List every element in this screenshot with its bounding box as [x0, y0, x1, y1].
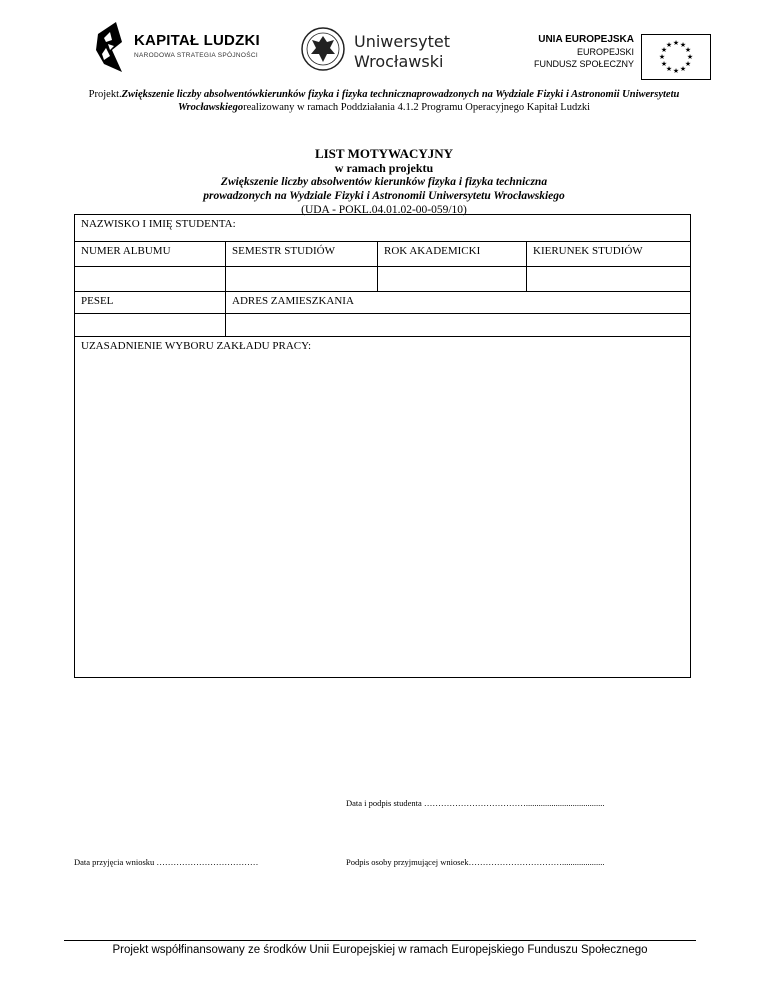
eu-label-line1: UNIA EUROPEJSKA: [538, 34, 634, 45]
divider: [225, 292, 226, 337]
university-seal-icon: [300, 26, 346, 72]
kapital-ludzki-subtitle: NARODOWA STRATEGIA SPÓJNOŚCI: [134, 52, 258, 59]
eu-flag-icon: [641, 34, 711, 80]
project-uda-number: (UDA - POKL.04.01.02-00-059/10): [301, 204, 467, 216]
semester-label: SEMESTR STUDIÓW: [232, 245, 335, 257]
document-title-block: [100, 146, 668, 217]
album-number-label: NUMER ALBUMU: [81, 245, 171, 257]
address-header: [226, 292, 690, 313]
svg-text:★: ★: [686, 53, 694, 61]
svg-text:★: ★: [672, 39, 680, 47]
student-signature-label: Data i podpis studenta ……………………………….....................................: [346, 798, 605, 808]
svg-text:★: ★: [684, 60, 692, 68]
project-prefix: Projekt.: [88, 89, 122, 100]
svg-text:★: ★: [679, 41, 687, 49]
project-name-line1: Zwiększenie liczby absolwentów kierunków fizyka i fizyka techniczna: [220, 176, 548, 188]
address-input[interactable]: [226, 314, 690, 336]
svg-text:★: ★: [665, 65, 673, 73]
semester-header: [226, 242, 377, 266]
motivation-form: [74, 214, 691, 678]
academic-year-label: ROK AKADEMICKI: [384, 245, 481, 257]
received-date-label: Data przyjęcia wniosku ………………………………: [74, 857, 259, 867]
field-of-study-header: [527, 242, 690, 266]
student-signature-line[interactable]: [346, 798, 605, 808]
eu-label-line2: EUROPEJSKI: [576, 47, 634, 57]
divider: [225, 242, 226, 292]
svg-text:★: ★: [684, 46, 692, 54]
album-number-header: [75, 242, 225, 266]
student-name-field[interactable]: [75, 215, 690, 241]
svg-text:★: ★: [665, 41, 673, 49]
justification-label: UZASADNIENIE WYBORU ZAKŁADU PRACY:: [81, 340, 312, 352]
received-date-line[interactable]: [74, 857, 258, 867]
university-logo: [300, 26, 460, 82]
project-info-line: [60, 88, 708, 114]
eu-label-line3: FUNDUSZ SPOŁECZNY: [533, 59, 634, 69]
svg-text:★: ★: [658, 53, 666, 61]
eu-label: [508, 34, 634, 70]
divider: [377, 242, 378, 292]
svg-text:★: ★: [660, 60, 668, 68]
document-title: LIST MOTYWACYJNY: [314, 146, 454, 161]
project-suffix: realizowany w ramach Poddziałania 4.1.2 Programu Operacyjnego Kapitał Ludzki: [243, 102, 591, 113]
receiver-signature-line[interactable]: [346, 857, 605, 867]
kapital-ludzki-title: KAPITAŁ LUDZKI: [134, 32, 260, 49]
kapital-ludzki-emblem-icon: [92, 20, 126, 74]
justification-textarea[interactable]: [75, 337, 690, 677]
project-title: Zwiększenie liczby absolwentówkierunków fizyka i fizyka technicznaprowadzonych na Wydziale Fizyki i Astronomii Uniwersytetu Wrocławskiego: [121, 89, 680, 113]
academic-year-input[interactable]: [378, 267, 526, 291]
svg-text:★: ★: [660, 46, 668, 54]
svg-text:★: ★: [672, 67, 680, 75]
university-name-line2: Wrocławski: [354, 52, 444, 71]
field-of-study-input[interactable]: [527, 267, 690, 291]
receiver-signature-label: Podpis osoby przyjmującej wniosek……………………………....................: [346, 857, 605, 867]
footer-text: Projekt współfinansowany ze środków Unii Europejskiej w ramach Europejskiego Funduszu Społecznego: [112, 944, 648, 956]
eu-stars-icon: [642, 35, 710, 79]
field-of-study-label: KIERUNEK STUDIÓW: [533, 245, 643, 257]
academic-year-header: [378, 242, 526, 266]
pesel-input[interactable]: [75, 314, 225, 336]
student-name-label: NAZWISKO I IMIĘ STUDENTA:: [81, 218, 236, 230]
footer-divider: [64, 940, 696, 941]
semester-input[interactable]: [226, 267, 377, 291]
pesel-label: PESEL: [81, 295, 114, 307]
document-subtitle: w ramach projektu: [334, 161, 434, 175]
address-label: ADRES ZAMIESZKANIA: [232, 295, 354, 307]
project-name-line2: prowadzonych na Wydziale Fizyki i Astronomii Uniwersytetu Wrocławskiego: [203, 190, 565, 202]
svg-text:★: ★: [679, 65, 687, 73]
kapital-ludzki-logo: [92, 20, 272, 76]
pesel-header: [75, 292, 225, 313]
divider: [526, 242, 527, 292]
album-number-input[interactable]: [75, 267, 225, 291]
university-name-line1: Uniwersytet: [354, 32, 450, 51]
